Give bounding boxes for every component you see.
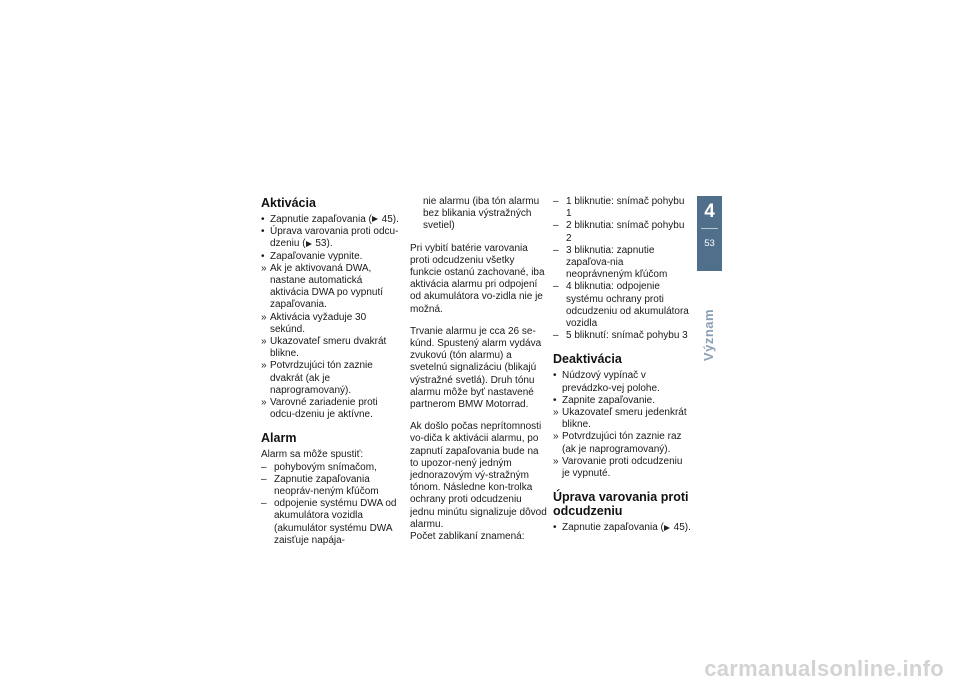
list-item: – pohybovým snímačom, xyxy=(261,461,377,473)
list-item: – 2 bliknutia: snímač pohybu 2 xyxy=(553,220,685,244)
page-reference: 53 xyxy=(306,238,327,249)
aktivacia-list xyxy=(261,214,403,421)
page-reference: 45 xyxy=(664,522,685,533)
list-item: – 4 bliknutia: odpojenie systému ochrany proti odcudzeniu od akumulátora vozidla xyxy=(553,281,689,330)
list-item: » Ukazovateľ smeru jedenkrát blikne. xyxy=(553,407,687,431)
chapter-number: 4 xyxy=(704,201,715,222)
uprava-list xyxy=(553,522,691,534)
list-item: » Potvrdzujúci tón zaznie raz (ak je naprogramovaný). xyxy=(553,431,682,455)
list-item: • Zapaľovanie vypnite. xyxy=(261,250,363,262)
deaktivacia-list xyxy=(553,370,691,480)
column-3 xyxy=(553,196,691,534)
list-item: » Aktivácia vyžaduje 30 sekúnd. xyxy=(261,311,367,335)
list-item: » Ak je aktivovaná DWA, nastane automatická aktivácia DWA po vypnutí zapaľovania. xyxy=(261,262,384,311)
list-item: » Potvrdzujúci tón zaznie dvakrát (ak je naprogramovaný). xyxy=(261,360,373,396)
watermark: carmanualsonline.info xyxy=(704,655,944,681)
alarm-trigger-list xyxy=(261,462,403,547)
column-1 xyxy=(261,196,403,547)
paragraph-blink-count: Počet zablikaní znamená: xyxy=(410,531,525,543)
list-item: – 1 bliknutie: snímač pohybu 1 xyxy=(553,196,685,220)
list-item: – odpojenie systému DWA od akumulátora vozidla (akumulátor systému DWA zaisťuje napája- xyxy=(261,498,397,546)
chapter-tab xyxy=(697,196,722,271)
paragraph-battery: Pri vybití batérie varovania proti odcudzeniu všetky funkcie ostanú zachované, iba aktivácia alarmu pri odpojení od akumulátora vo-zidla nie je možná. xyxy=(410,242,545,315)
list-item: – Zapnutie zapaľovania neopráv-neným kľúčom xyxy=(261,473,379,498)
reference-arrow-icon xyxy=(664,525,670,531)
heading-alarm: Alarm xyxy=(261,431,297,446)
list-item: » Ukazovateľ smeru dvakrát blikne. xyxy=(261,336,387,360)
paragraph-duration: Trvanie alarmu je cca 26 se-kúnd. Spustený alarm vydáva zvukovú (tón alarmu) a svetelnú signalizáciu (blikajú výstražné svetlá). Druh tónu alarmu môže byť nastavené partnerom BMW Motorrad. xyxy=(410,325,542,411)
list-item: • Zapnutie zapaľovania ( 45). xyxy=(261,214,399,225)
paragraph-absence: Ak došlo počas neprítomnosti vo-diča k aktivácii alarmu, po zapnutí zapaľovania bude na to upozor-nený jedným jednorazovým vý-stražným tónom. Následne kon-trolka ochrany proti odcudzeniu jednu minútu signalizuje dôvod alarmu. xyxy=(410,421,547,530)
reference-arrow-icon xyxy=(372,216,378,222)
list-item: • Zapnite zapaľovanie. xyxy=(553,394,655,406)
reference-arrow-icon xyxy=(306,241,312,247)
list-item: • Núdzový vypínač v prevádzko-vej polohe. xyxy=(553,370,660,394)
tab-divider xyxy=(701,228,718,229)
list-item: • Zapnutie zapaľovania ( 45). xyxy=(553,522,691,534)
heading-uprava: Úprava varovania proti odcudzeniu xyxy=(553,490,689,519)
list-item: – 3 bliknutia: zapnutie zapaľova-nia neoprávneným kľúčom xyxy=(553,244,668,281)
page-number: 53 xyxy=(704,238,715,249)
list-item: » Varovné zariadenie proti odcu-dzeniu je aktívne. xyxy=(261,397,378,421)
heading-aktivacia: Aktivácia xyxy=(261,196,316,210)
alarm-intro: Alarm sa môže spustiť: xyxy=(261,449,364,461)
page-reference: 45 xyxy=(372,214,393,225)
heading-deaktivacia: Deaktivácia xyxy=(553,352,622,367)
chapter-side-title: Význam xyxy=(700,308,716,362)
list-item: – 5 bliknutí: snímač pohybu 3 xyxy=(553,330,688,342)
list-item: » Varovanie proti odcudzeniu je vypnuté. xyxy=(553,455,683,480)
column-2 xyxy=(410,196,548,543)
blink-meaning-list xyxy=(553,196,691,342)
list-item: • Úprava varovania proti odcu-dzeniu ( 53). xyxy=(261,226,399,250)
continued-text: nie alarmu (iba tón alarmu bez blikania výstražných svetiel) xyxy=(423,196,540,232)
